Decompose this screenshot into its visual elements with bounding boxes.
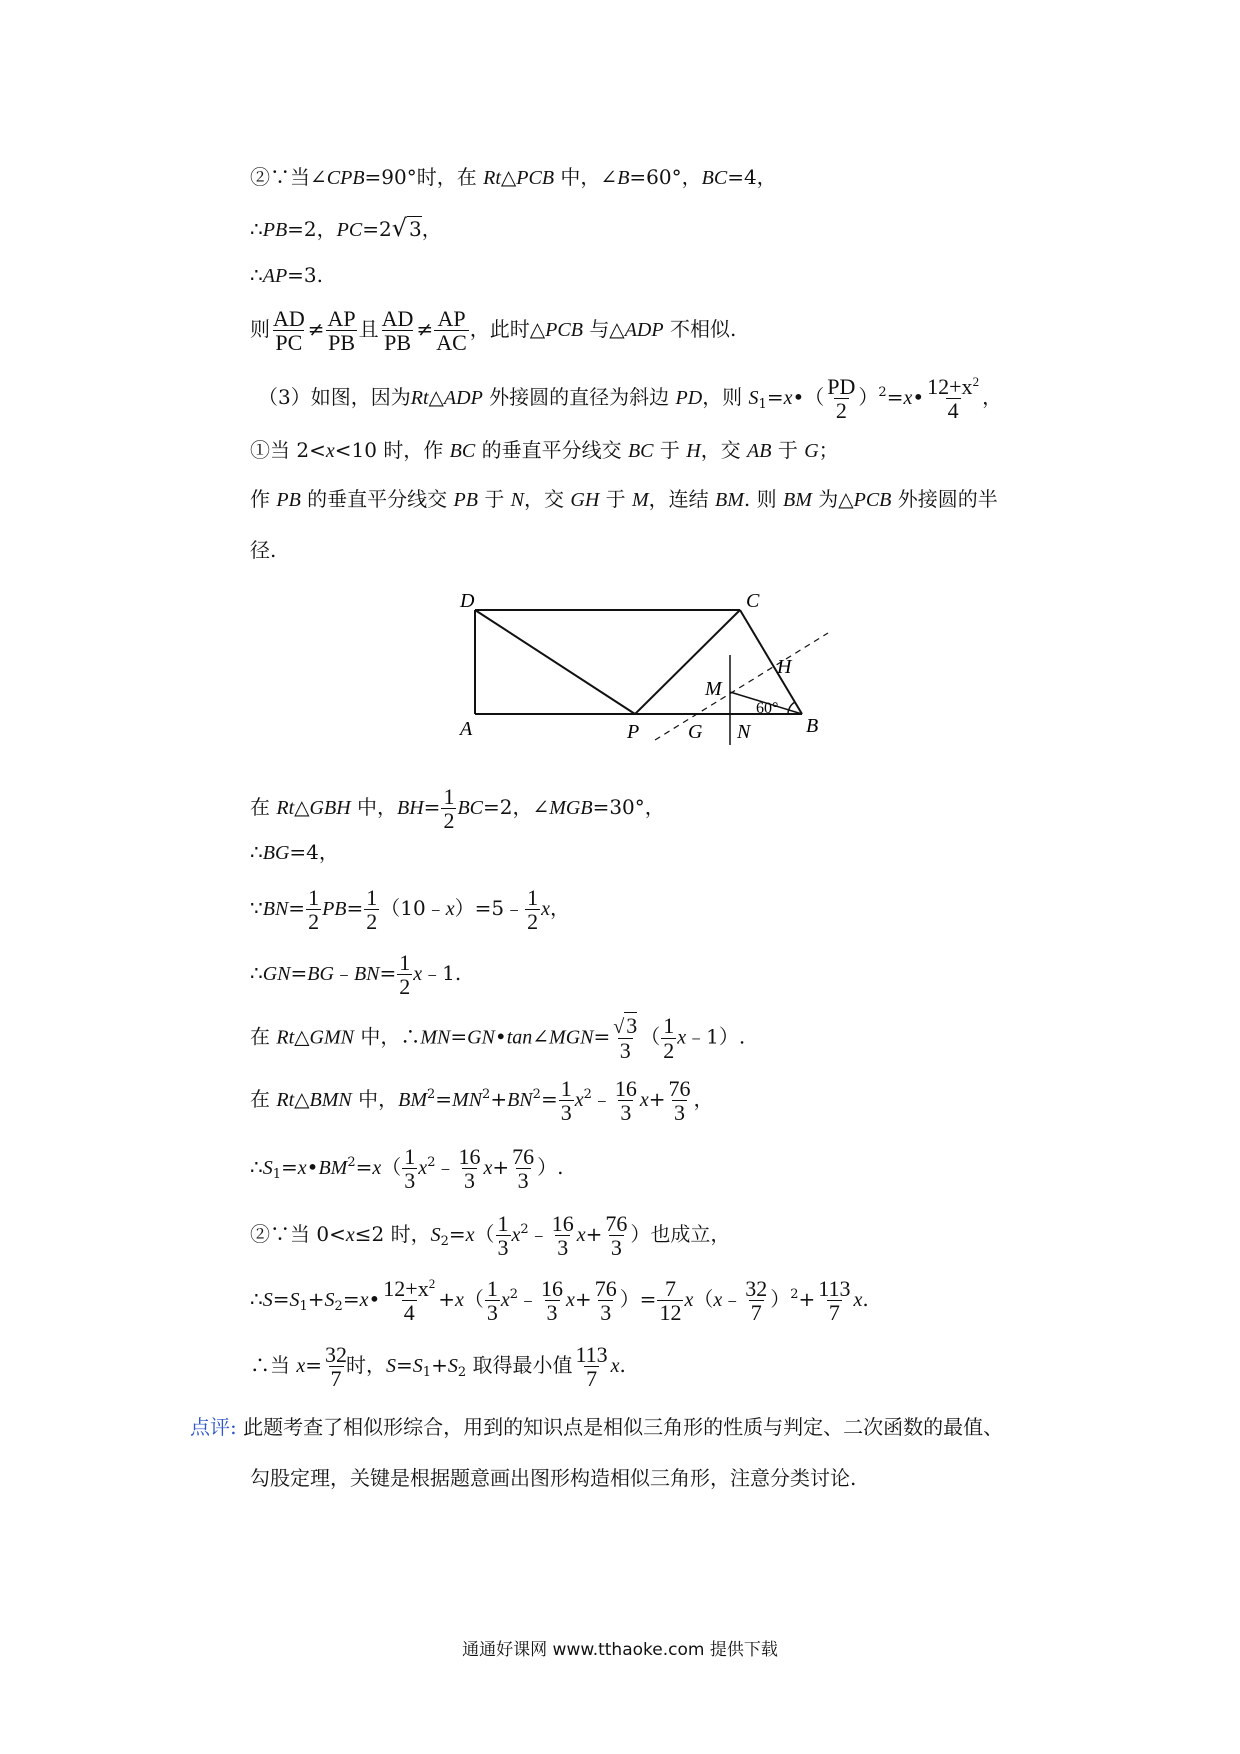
solution-line-1: ②∵当∠CPB=90°时，在 Rt△PCB 中，∠B=60°，BC=4， (250, 165, 777, 189)
l6-f: ； (818, 438, 839, 462)
review-label: 点评: (190, 1415, 237, 1439)
label-G: G (688, 721, 703, 743)
l7-a: 作 (250, 487, 270, 511)
fraction-12x2-4: $\frac{12+x^2}{4}$ (927, 374, 980, 424)
label-D: D (460, 590, 475, 612)
solution-line-3: ∴AP=3. (250, 263, 324, 287)
solution-line-15: $\therefore S_1=x•BM^2=x$（ $\frac{1}{3}$ $x^2﹣$ $\frac{16}{3}$ x+ $\frac{76}{3}$ ）. (250, 1144, 564, 1194)
text-adp: ADP (624, 319, 664, 342)
geometry-figure (450, 585, 850, 760)
review-line-1 (190, 1417, 1003, 1437)
label-H: H (777, 656, 792, 678)
w-zhong-2: 中， (360, 1024, 401, 1049)
word-qie: 且 (358, 317, 379, 342)
w-ye: 也成立， (650, 1222, 731, 1247)
solution-line-7: 作 PB 的垂直平分线交 PB 于 N，交 GH 于 M，连结 BM. 则 BM 为△PCB 外接圆的半 (250, 487, 998, 511)
l7-d: 为△ (818, 487, 854, 511)
sec3-prefix: （3）如图，因为 (258, 385, 411, 410)
segment-PC (635, 610, 740, 714)
solution-line-4: 则 $\frac{AD}{PC}$ ≠ $\frac{AP}{PB}$ 且 $\frac{AD}{PB}$ ≠ $\frac{AP}{AC}$ ，此时△PCB 与△ADP 不相似. (250, 306, 737, 356)
fraction-ap-ac: $\frac{AP}{AC}$ (436, 306, 467, 356)
l6-d2: 于 (777, 438, 798, 462)
l7-c1: 的垂直平分线交 (307, 487, 448, 511)
w-zai-3: 在 (250, 1087, 270, 1112)
segment-DP (475, 610, 635, 714)
solution-line-9: 在 Rt△GBH 中，BH= $\frac{1}{2}$ BC=2，∠MGB=30°， (250, 784, 665, 834)
label-A: A (460, 718, 473, 740)
l6-e: ，交 (700, 438, 741, 462)
review-line-2 (250, 1468, 856, 1488)
text-yu: 与△ (589, 317, 625, 342)
solution-line-5: （3）如图，因为Rt△ADP 外接圆的直径为斜边 PD，则 $S_1=x•$（ $\frac{PD}{2}$ ）$^2$=x• $\frac{12+x^2}{4}$ ， (258, 374, 1003, 424)
fraction-ap-pb: $\frac{AP}{PB}$ (327, 306, 356, 356)
solution-line-17: $\therefore S=S_1+S_2=x•$ $\frac{12+x^2}{4}$ +x（ $\frac{1}{3}$ $x^2﹣$ $\frac{16}{3}$ x+ $\frac{76}{3}$ ）= $\frac{7}{12}$ x（x﹣ $\frac{32}{7}$ ）$^2$+ $\frac{113}{7}$ x. (250, 1276, 869, 1326)
l7-e: 外接圆的半 (897, 487, 998, 511)
l7-e1: ，交 (524, 487, 565, 511)
w-zai-2: 在 (250, 1024, 270, 1049)
text-cishi: ，此时△ (469, 317, 546, 342)
w-zai-1: 在 (250, 795, 270, 820)
label-P: P (627, 721, 640, 743)
fraction-ad-pb: $\frac{AD}{PB}$ (381, 306, 414, 356)
label-M: M (705, 678, 722, 700)
review-text-2: 勾股定理，关键是根据题意画出图形构造相似三角形，注意分类讨论. (250, 1466, 857, 1490)
solution-line-13: 在 Rt△GMN 中，∴MN=GN•tan∠MGN= $\frac{√3}{3}$ （ $\frac{1}{2}$ x﹣1）. (250, 1013, 746, 1063)
solution-line-16: ②∵当 0<x≤2 时，$S_2=x$（ $\frac{1}{3}$ $x^2﹣$ $\frac{16}{3}$ x+ $\frac{76}{3}$ ）也成立， (250, 1211, 731, 1261)
solution-line-6: ①当 2<x<10 时，作 BC 的垂直平分线交 BC 于 H，交 AB 于 G； (250, 438, 839, 462)
l6-c: 的垂直平分线交 (481, 438, 622, 462)
fraction-half: $\frac{1}{2}$ (443, 784, 455, 834)
review-text-1: 此题考查了相似形综合，用到的知识点是相似三角形的性质与判定、二次函数的最值、 (236, 1415, 1004, 1439)
text-buxiangsi: 不相似. (669, 317, 737, 342)
l7-d1: 于 (484, 487, 505, 511)
w-zhong-1: 中， (357, 795, 397, 820)
l7-c: . 则 (743, 487, 777, 511)
sec3-mid: 外接圆的直径为斜边 (489, 385, 670, 410)
w-shi-1: 时， (390, 1222, 431, 1247)
solution-line-11: ∵BN= $\frac{1}{2}$ PB= $\frac{1}{2}$ （10﹣x）=5﹣ $\frac{1}{2}$ x， (250, 885, 570, 935)
word-ze: 则 (250, 317, 270, 342)
l8: 径. (250, 538, 277, 562)
w-qude: 取得最小值 (472, 1353, 573, 1378)
label-angle-60: 60° (756, 700, 779, 717)
l6-b: 时，作 (383, 438, 444, 462)
solution-line-10: ∴BG=4， (250, 840, 339, 864)
solution-line-18: ∴当 x= $\frac{32}{7}$ 时，$S=S_1+S_2$ 取得最小值 $\frac{113}{7}$ x. (250, 1342, 626, 1392)
sec3-then: ，则 (702, 385, 743, 410)
text-pcb: PCB (545, 319, 583, 342)
label-B: B (806, 715, 819, 737)
fraction-ad-pc: $\frac{AD}{PC}$ (273, 306, 305, 356)
l6-a: ①当 (250, 438, 290, 462)
w-zhong-3: 中， (358, 1087, 399, 1112)
solution-line-14: 在 Rt△BMN 中，$BM^2=MN^2+BN^2=$ $\frac{1}{3}$ $x^2﹣$ $\frac{16}{3}$ x+ $\frac{76}{3}$ ， (250, 1076, 714, 1126)
label-C: C (746, 590, 760, 612)
w-dang-1: 当 (290, 1222, 310, 1247)
page-footer: 通通好课网 www.tthaoke.com 提供下载 (462, 1640, 778, 1660)
label-N: N (737, 721, 751, 743)
l7-b: ，连结 (648, 487, 709, 511)
solution-line-8 (250, 540, 276, 560)
w-dang-2: 当 (270, 1353, 290, 1378)
l6-d: 于 (659, 438, 680, 462)
solution-line-2: ∴PB=2，PC=2√ 3， (250, 214, 442, 242)
solution-line-12: ∴GN=BG﹣BN= $\frac{1}{2}$ x﹣1. (250, 950, 462, 1000)
l7-d2: 于 (605, 487, 626, 511)
fraction-pd-2: $\frac{PD}{2}$ (827, 374, 856, 424)
